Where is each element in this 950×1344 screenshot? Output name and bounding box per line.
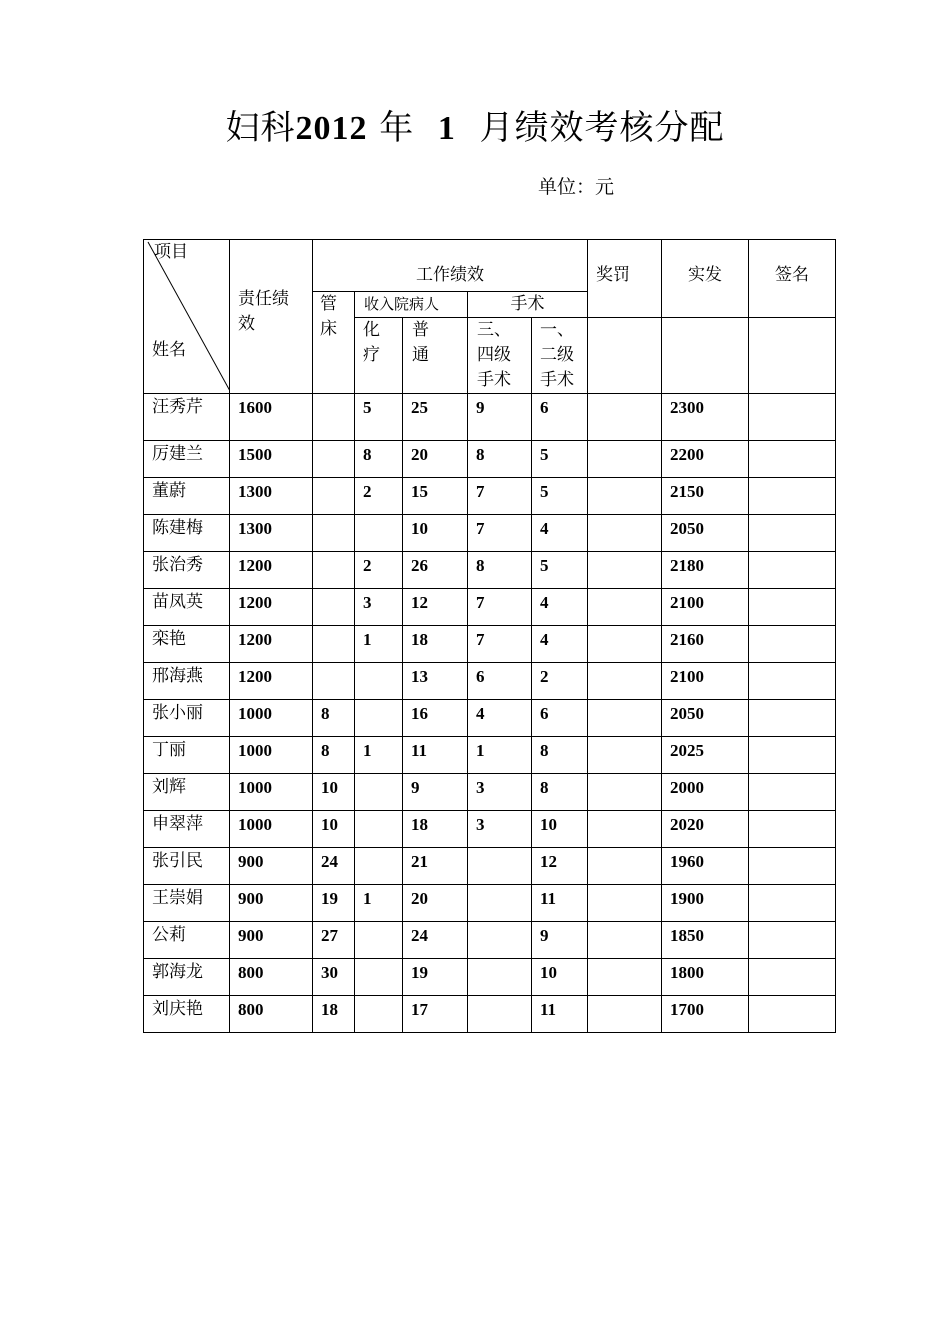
sign-cell xyxy=(749,552,836,589)
table-row xyxy=(144,589,836,626)
reward-cell xyxy=(588,996,662,1033)
page-title xyxy=(0,100,950,149)
performance-table xyxy=(143,239,836,1033)
sign-cell xyxy=(749,959,836,996)
normal-cell: 25 xyxy=(403,394,468,441)
actual-cell: 1960 xyxy=(662,848,749,885)
level34-cell: 4 xyxy=(468,700,532,737)
title-part: 妇科 xyxy=(225,108,296,148)
beds-cell: 10 xyxy=(313,774,355,811)
level34-cell xyxy=(468,959,532,996)
actual-cell: 2100 xyxy=(662,663,749,700)
beds-cell xyxy=(313,478,355,515)
level12-cell: 5 xyxy=(532,478,588,515)
name-cell: 栾艳 xyxy=(144,626,230,663)
reward-cell xyxy=(588,663,662,700)
actual-cell: 2160 xyxy=(662,626,749,663)
name-cell: 汪秀芹 xyxy=(144,394,230,441)
normal-cell: 21 xyxy=(403,848,468,885)
normal-cell: 24 xyxy=(403,922,468,959)
level12-cell: 5 xyxy=(532,441,588,478)
chemo-cell: 2 xyxy=(355,478,403,515)
level12-cell: 4 xyxy=(532,589,588,626)
sign-cell xyxy=(749,663,836,700)
chemo-cell: 5 xyxy=(355,394,403,441)
table-row xyxy=(144,515,836,552)
reward-cell xyxy=(588,811,662,848)
normal-cell: 20 xyxy=(403,885,468,922)
level34-cell xyxy=(468,996,532,1033)
normal-cell: 18 xyxy=(403,626,468,663)
title-month: 1 xyxy=(437,110,456,147)
title-part xyxy=(456,108,480,148)
table-row xyxy=(144,737,836,774)
header-beds: 管床 xyxy=(313,292,355,394)
actual-cell: 2025 xyxy=(662,737,749,774)
reward-cell xyxy=(588,922,662,959)
table-row xyxy=(144,774,836,811)
responsibility-cell: 800 xyxy=(230,959,313,996)
sign-cell xyxy=(749,441,836,478)
name-cell: 张引民 xyxy=(144,848,230,885)
title-part: 月绩效考核分配 xyxy=(479,108,725,148)
sign-cell xyxy=(749,394,836,441)
name-cell: 陈建梅 xyxy=(144,515,230,552)
normal-cell: 26 xyxy=(403,552,468,589)
actual-cell: 2000 xyxy=(662,774,749,811)
sign-cell xyxy=(749,515,836,552)
header-empty xyxy=(588,318,662,394)
sign-cell xyxy=(749,774,836,811)
header-item: 项目 xyxy=(154,242,188,262)
beds-cell xyxy=(313,589,355,626)
header-reward: 奖罚 xyxy=(588,240,662,318)
level34-cell: 8 xyxy=(468,552,532,589)
normal-cell: 11 xyxy=(403,737,468,774)
beds-cell: 8 xyxy=(313,700,355,737)
beds-cell: 30 xyxy=(313,959,355,996)
chemo-cell: 1 xyxy=(355,737,403,774)
chemo-cell xyxy=(355,774,403,811)
level12-cell: 8 xyxy=(532,774,588,811)
beds-cell: 10 xyxy=(313,811,355,848)
sign-cell xyxy=(749,996,836,1033)
beds-cell: 27 xyxy=(313,922,355,959)
header-empty xyxy=(749,318,836,394)
responsibility-cell: 1200 xyxy=(230,589,313,626)
actual-cell: 2300 xyxy=(662,394,749,441)
beds-cell xyxy=(313,663,355,700)
normal-cell: 15 xyxy=(403,478,468,515)
name-cell: 刘庆艳 xyxy=(144,996,230,1033)
reward-cell xyxy=(588,700,662,737)
reward-cell xyxy=(588,626,662,663)
name-cell: 刘辉 xyxy=(144,774,230,811)
responsibility-cell: 900 xyxy=(230,848,313,885)
level12-cell: 12 xyxy=(532,848,588,885)
chemo-cell xyxy=(355,700,403,737)
title-year: 2012 xyxy=(295,110,368,147)
actual-cell: 1700 xyxy=(662,996,749,1033)
header-normal: 普通 xyxy=(403,318,468,394)
chemo-cell: 1 xyxy=(355,626,403,663)
beds-cell xyxy=(313,626,355,663)
sign-cell xyxy=(749,922,836,959)
normal-cell: 13 xyxy=(403,663,468,700)
beds-cell xyxy=(313,515,355,552)
beds-cell xyxy=(313,394,355,441)
beds-cell: 24 xyxy=(313,848,355,885)
level12-cell: 6 xyxy=(532,700,588,737)
actual-cell: 1900 xyxy=(662,885,749,922)
responsibility-cell: 1200 xyxy=(230,552,313,589)
chemo-cell: 8 xyxy=(355,441,403,478)
sign-cell xyxy=(749,700,836,737)
responsibility-cell: 1300 xyxy=(230,478,313,515)
actual-cell: 1800 xyxy=(662,959,749,996)
actual-cell: 2200 xyxy=(662,441,749,478)
table-row xyxy=(144,996,836,1033)
level12-cell: 5 xyxy=(532,552,588,589)
reward-cell xyxy=(588,394,662,441)
level12-cell: 4 xyxy=(532,515,588,552)
actual-cell: 1850 xyxy=(662,922,749,959)
header-work-performance: 工作绩效 xyxy=(313,240,588,292)
diagonal-header-cell xyxy=(144,240,230,394)
responsibility-cell: 1200 xyxy=(230,663,313,700)
level12-cell: 11 xyxy=(532,885,588,922)
level12-cell: 6 xyxy=(532,394,588,441)
level34-cell: 3 xyxy=(468,774,532,811)
chemo-cell xyxy=(355,515,403,552)
header-name: 姓名 xyxy=(152,340,186,360)
header-actual: 实发 xyxy=(662,240,749,318)
responsibility-cell: 900 xyxy=(230,922,313,959)
header-chemo: 化疗 xyxy=(355,318,403,394)
table-row xyxy=(144,848,836,885)
actual-cell: 2050 xyxy=(662,700,749,737)
responsibility-cell: 1500 xyxy=(230,441,313,478)
chemo-cell: 3 xyxy=(355,589,403,626)
header-responsibility: 责任绩效 xyxy=(230,240,313,394)
name-cell: 公莉 xyxy=(144,922,230,959)
reward-cell xyxy=(588,885,662,922)
name-cell: 苗凤英 xyxy=(144,589,230,626)
responsibility-cell: 1300 xyxy=(230,515,313,552)
chemo-cell xyxy=(355,811,403,848)
level12-cell: 4 xyxy=(532,626,588,663)
sign-cell xyxy=(749,626,836,663)
responsibility-cell: 1000 xyxy=(230,811,313,848)
header-empty xyxy=(662,318,749,394)
header-admitted: 收入院病人 xyxy=(355,292,468,318)
table-row xyxy=(144,552,836,589)
normal-cell: 20 xyxy=(403,441,468,478)
table-row xyxy=(144,885,836,922)
level34-cell: 7 xyxy=(468,478,532,515)
reward-cell xyxy=(588,589,662,626)
level34-cell: 8 xyxy=(468,441,532,478)
chemo-cell xyxy=(355,663,403,700)
table-row xyxy=(144,394,836,441)
sign-cell xyxy=(749,848,836,885)
chemo-cell xyxy=(355,848,403,885)
normal-cell: 19 xyxy=(403,959,468,996)
level12-cell: 9 xyxy=(532,922,588,959)
actual-cell: 2020 xyxy=(662,811,749,848)
actual-cell: 2050 xyxy=(662,515,749,552)
table-row xyxy=(144,663,836,700)
normal-cell: 9 xyxy=(403,774,468,811)
normal-cell: 18 xyxy=(403,811,468,848)
name-cell: 张治秀 xyxy=(144,552,230,589)
reward-cell xyxy=(588,441,662,478)
level12-cell: 8 xyxy=(532,737,588,774)
beds-cell: 18 xyxy=(313,996,355,1033)
name-cell: 邢海燕 xyxy=(144,663,230,700)
header-surgery: 手术 xyxy=(468,292,588,318)
actual-cell: 2100 xyxy=(662,589,749,626)
reward-cell xyxy=(588,478,662,515)
table-row xyxy=(144,811,836,848)
sign-cell xyxy=(749,478,836,515)
title-part: 年 xyxy=(379,108,415,148)
level34-cell xyxy=(468,848,532,885)
name-cell: 董蔚 xyxy=(144,478,230,515)
actual-cell: 2180 xyxy=(662,552,749,589)
level12-cell: 10 xyxy=(532,959,588,996)
name-cell: 张小丽 xyxy=(144,700,230,737)
normal-cell: 10 xyxy=(403,515,468,552)
name-cell: 申翠萍 xyxy=(144,811,230,848)
title-part xyxy=(367,108,379,148)
responsibility-cell: 1600 xyxy=(230,394,313,441)
level12-cell: 2 xyxy=(532,663,588,700)
level34-cell xyxy=(468,922,532,959)
level34-cell: 7 xyxy=(468,589,532,626)
table-row xyxy=(144,959,836,996)
level34-cell: 1 xyxy=(468,737,532,774)
name-cell: 厉建兰 xyxy=(144,441,230,478)
level34-cell xyxy=(468,885,532,922)
normal-cell: 16 xyxy=(403,700,468,737)
normal-cell: 17 xyxy=(403,996,468,1033)
responsibility-cell: 1000 xyxy=(230,774,313,811)
name-cell: 丁丽 xyxy=(144,737,230,774)
reward-cell xyxy=(588,515,662,552)
level12-cell: 10 xyxy=(532,811,588,848)
reward-cell xyxy=(588,848,662,885)
normal-cell: 12 xyxy=(403,589,468,626)
header-sign: 签名 xyxy=(749,240,836,318)
chemo-cell: 2 xyxy=(355,552,403,589)
level34-cell: 3 xyxy=(468,811,532,848)
beds-cell xyxy=(313,441,355,478)
actual-cell: 2150 xyxy=(662,478,749,515)
table-row xyxy=(144,922,836,959)
responsibility-cell: 900 xyxy=(230,885,313,922)
header-level12: 一、二级手术 xyxy=(532,318,588,394)
header-level34: 三、四级手术 xyxy=(468,318,532,394)
title-part xyxy=(414,108,438,148)
level34-cell: 7 xyxy=(468,626,532,663)
beds-cell: 19 xyxy=(313,885,355,922)
chemo-cell: 1 xyxy=(355,885,403,922)
beds-cell: 8 xyxy=(313,737,355,774)
level34-cell: 7 xyxy=(468,515,532,552)
table-row xyxy=(144,626,836,663)
name-cell: 王崇娟 xyxy=(144,885,230,922)
reward-cell xyxy=(588,737,662,774)
level34-cell: 9 xyxy=(468,394,532,441)
reward-cell xyxy=(588,959,662,996)
level34-cell: 6 xyxy=(468,663,532,700)
table-row xyxy=(144,478,836,515)
unit-label: 单位：元 xyxy=(538,176,615,198)
sign-cell xyxy=(749,737,836,774)
sign-cell xyxy=(749,589,836,626)
responsibility-cell: 1200 xyxy=(230,626,313,663)
table-row xyxy=(144,700,836,737)
reward-cell xyxy=(588,552,662,589)
chemo-cell xyxy=(355,996,403,1033)
name-cell: 郭海龙 xyxy=(144,959,230,996)
sign-cell xyxy=(749,885,836,922)
reward-cell xyxy=(588,774,662,811)
chemo-cell xyxy=(355,959,403,996)
level12-cell: 11 xyxy=(532,996,588,1033)
responsibility-cell: 1000 xyxy=(230,700,313,737)
beds-cell xyxy=(313,552,355,589)
sign-cell xyxy=(749,811,836,848)
responsibility-cell: 1000 xyxy=(230,737,313,774)
chemo-cell xyxy=(355,922,403,959)
table-row xyxy=(144,441,836,478)
responsibility-cell: 800 xyxy=(230,996,313,1033)
